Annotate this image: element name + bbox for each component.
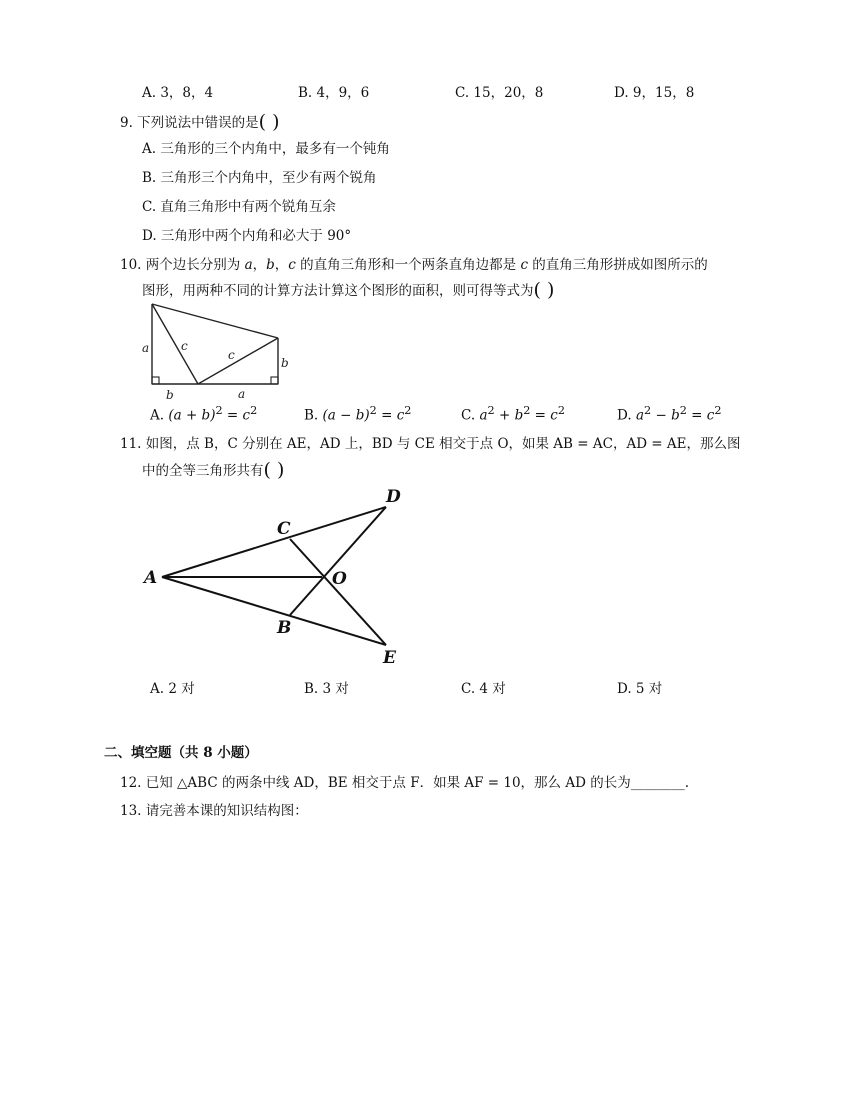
q10-label-a-left: a [142, 341, 150, 355]
q10-option-a [150, 404, 257, 424]
option-expr: = c [222, 407, 251, 424]
q11-label-c: C [277, 519, 291, 539]
q9-answer-paren: ( ) [258, 111, 280, 133]
q9-stem-text: 9. 下列说法中错误的是 [120, 115, 259, 131]
q11-option-c: C. 4 对 [461, 681, 506, 697]
q11-option-a: A. 2 对 [150, 681, 195, 697]
q13-text: 13. 请完善本课的知识结构图： [120, 803, 308, 819]
q11-stem-line2 [142, 458, 284, 480]
q8-option-b: B. 4，9，6 [298, 85, 370, 101]
option-sup: 2 [679, 404, 687, 417]
option-expr: = c [686, 407, 715, 424]
q10-option-d [617, 404, 722, 424]
option-sup: 2 [250, 404, 258, 417]
option-expr: a [479, 407, 488, 424]
option-sup: 2 [644, 404, 652, 417]
q11-label-a: A [144, 568, 158, 588]
q11-option-b: B. 3 对 [304, 681, 349, 697]
q9-option-b: B. 三角形三个内角中，至少有两个锐角 [142, 170, 377, 186]
q10-var-c: c [288, 257, 296, 273]
q12-text: 12. 已知 △ABC 的两条中线 AD，BE 相交于点 F．如果 AF = 10，那么 AD 的长为________. [120, 775, 689, 791]
q10-stem-part: 10. 两个边长分别为 [120, 257, 245, 273]
section-heading-fill-in: 二、填空题（共 8 小题） [104, 745, 258, 761]
q10-sep: ， [252, 257, 267, 273]
option-sup: 2 [487, 404, 495, 417]
option-expr: (a − b) [322, 407, 370, 424]
q9-option-d: D. 三角形中两个内角和必大于 90° [142, 228, 352, 244]
option-expr: (a + b) [168, 407, 216, 424]
q10-var-b: b [266, 257, 275, 273]
q10-var-a: a [244, 257, 253, 273]
q10-figure-lines [152, 304, 278, 384]
option-sup: 2 [523, 404, 531, 417]
q10-label-c-first: c [181, 339, 188, 353]
q11-stem-part: 中的全等三角形共有 [142, 463, 264, 479]
q9-stem [120, 110, 280, 132]
option-sup: 2 [369, 404, 377, 417]
option-expr: + b [494, 407, 524, 424]
q10-stem-line2 [142, 278, 554, 300]
q11-label-o: O [332, 569, 347, 589]
q10-stem-line1 [120, 253, 708, 273]
q11-label-e: E [383, 648, 396, 668]
option-prefix: D. [617, 407, 636, 424]
q11-answer-paren: ( ) [263, 459, 285, 481]
q8-option-a: A. 3，8，4 [142, 85, 214, 101]
option-sup: 2 [714, 404, 722, 417]
option-expr: = c [530, 407, 558, 424]
q10-sep: ， [274, 257, 289, 273]
option-sup: 2 [215, 404, 223, 417]
q10-option-b [304, 404, 411, 424]
q10-label-b-right: b [281, 356, 289, 370]
option-expr: − b [651, 407, 680, 424]
option-expr: a [635, 407, 644, 424]
q8-option-c: C. 15，20，8 [455, 85, 544, 101]
q10-stem-part: 的直角三角形和一个两条直角边都是 [295, 257, 521, 273]
q11-figure [140, 482, 410, 672]
q11-figure-lines [162, 507, 386, 645]
q10-label-c-second: c [228, 348, 235, 362]
option-prefix: A. [150, 407, 169, 424]
q10-label-b-bottom: b [166, 388, 174, 402]
q10-stem-part: 的直角三角形拼成如图所示的 [528, 257, 708, 273]
q11-label-d: D [386, 487, 401, 507]
q11-label-b: B [277, 618, 292, 638]
option-expr: = c [376, 407, 405, 424]
q8-option-d: D. 9，15，8 [614, 85, 695, 101]
q10-label-a-bottom: a [238, 387, 246, 401]
q10-answer-paren: ( ) [533, 279, 555, 301]
option-sup: 2 [557, 404, 566, 417]
option-sup: 2 [404, 404, 412, 417]
q10-option-c [461, 404, 565, 424]
q9-option-a: A. 三角形的三个内角中，最多有一个钝角 [142, 141, 390, 157]
q10-figure [138, 300, 298, 402]
q11-option-d: D. 5 对 [617, 681, 663, 697]
q10-var-c: c [520, 257, 528, 273]
option-prefix: C. [461, 407, 480, 424]
q9-option-c: C. 直角三角形中有两个锐角互余 [142, 199, 336, 215]
q10-stem-part: 图形，用两种不同的计算方法计算这个图形的面积，则可得等式为 [142, 283, 534, 299]
q11-stem-line1: 11. 如图，点 B，C 分别在 AE，AD 上，BD 与 CE 相交于点 O，如果 AB = AC，AD = AE，那么图 [120, 436, 741, 452]
option-prefix: B. [304, 407, 323, 424]
